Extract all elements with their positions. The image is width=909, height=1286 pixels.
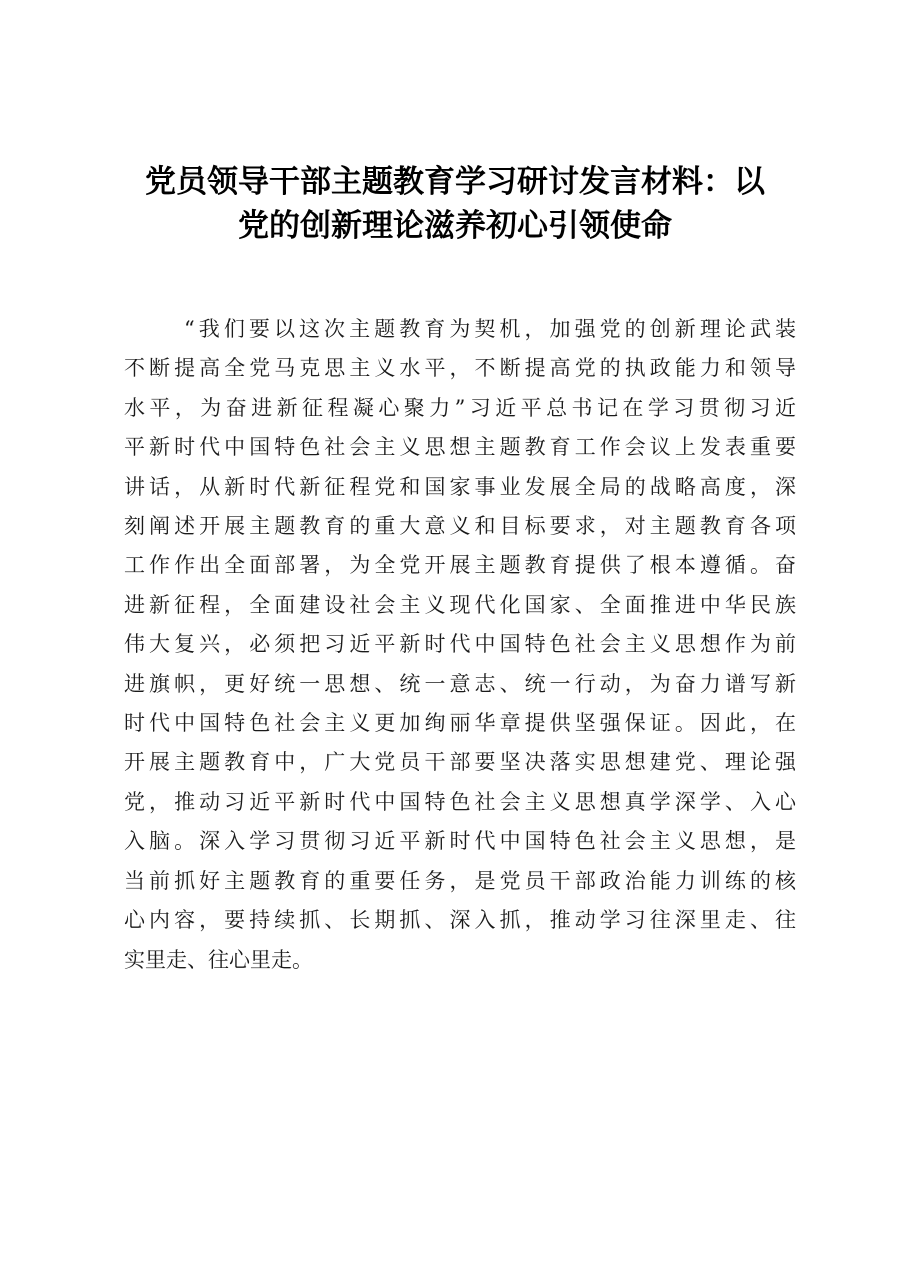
paragraph-line: 开展主题教育中，广大党员干部要坚决落实思想建党、理论强 bbox=[124, 750, 796, 775]
paragraph-line: 当前抓好主题教育的重要任务，是党员干部政治能力训练的核 bbox=[124, 868, 796, 893]
title-line: 党员领导干部主题教育学习研讨发言材料：以 bbox=[145, 164, 765, 200]
paragraph-line: 党，推动习近平新时代中国特色社会主义思想真学深学、入心 bbox=[124, 789, 796, 814]
paragraph-line: 刻阐述开展主题教育的重大意义和目标要求，对主题教育各项 bbox=[124, 514, 796, 539]
paragraph-line: 心内容，要持续抓、长期抓、深入抓，推动学习往深里走、往 bbox=[124, 908, 796, 933]
paragraph-line: 进新征程，全面建设社会主义现代化国家、全面推进中华民族 bbox=[124, 592, 796, 617]
paragraph-line: “我们要以这次主题教育为契机，加强党的创新理论武装 bbox=[184, 317, 796, 341]
paragraph-line: 时代中国特色社会主义更加绚丽华章提供坚强保证。因此，在 bbox=[124, 711, 796, 736]
paragraph-line: 实里走、往心里走。 bbox=[124, 947, 313, 972]
paragraph-line: 入脑。深入学习贯彻习近平新时代中国特色社会主义思想，是 bbox=[124, 829, 796, 854]
paragraph-line: 讲话，从新时代新征程党和国家事业发展全局的战略高度，深 bbox=[124, 474, 796, 499]
paragraph-line: 不断提高全党马克思主义水平，不断提高党的执政能力和领导 bbox=[124, 356, 796, 381]
paragraph-line: 平新时代中国特色社会主义思想主题教育工作会议上发表重要 bbox=[124, 435, 796, 460]
title-line: 党的创新理论滋养初心引领使命 bbox=[238, 208, 672, 244]
paragraph-line: 工作作出全面部署，为全党开展主题教育提供了根本遵循。奋 bbox=[124, 553, 796, 578]
document-title bbox=[110, 160, 800, 248]
paragraph-line: 伟大复兴，必须把习近平新时代中国特色社会主义思想作为前 bbox=[124, 632, 796, 657]
paragraph-line: 进旗帜，更好统一思想、统一意志、统一行动，为奋力谱写新 bbox=[124, 671, 796, 696]
body-paragraph bbox=[124, 310, 796, 980]
paragraph-line: 水平，为奋进新征程凝心聚力”习近平总书记在学习贯彻习近 bbox=[124, 395, 796, 420]
